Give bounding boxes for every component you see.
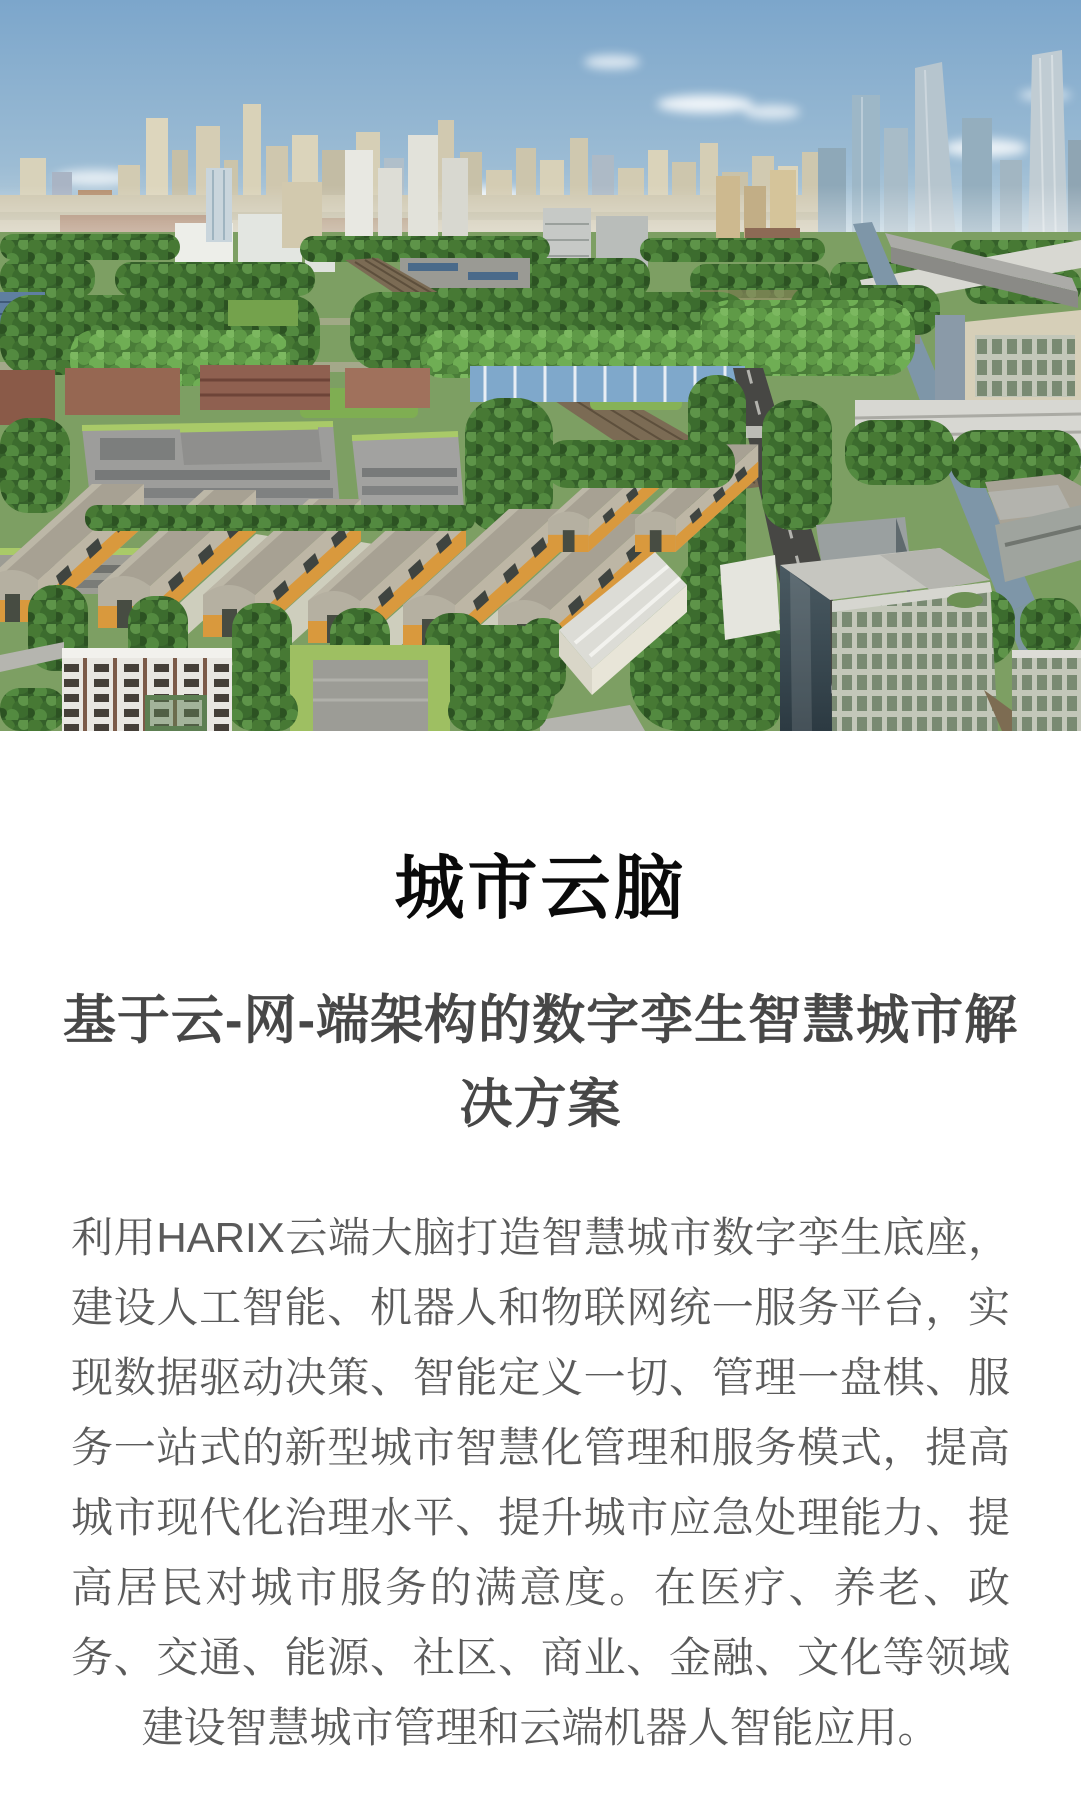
- content-section: [0, 847, 1081, 1763]
- hero-city-image: [0, 0, 1081, 731]
- page-description: 利用HARIX云端大脑打造智慧城市数字孪生底座，建设人工智能、机器人和物联网统一服务平台，实现数据驱动决策、智能定义一切、管理一盘棋、服务一站式的新型城市智慧化管理和服务模式，提高城市现代化治理水平、提升城市应急处理能力、提高居民对城市服务的满意度。在医疗、养老、政务、交通、能源、社区、商业、金融、文化等领域建设智慧城市管理和云端机器人智能应用。: [71, 1214, 1010, 1751]
- page-title: 城市云脑: [394, 849, 687, 927]
- page-subtitle: 基于云-网-端架构的数字孪生智慧城市解决方案: [62, 991, 1019, 1134]
